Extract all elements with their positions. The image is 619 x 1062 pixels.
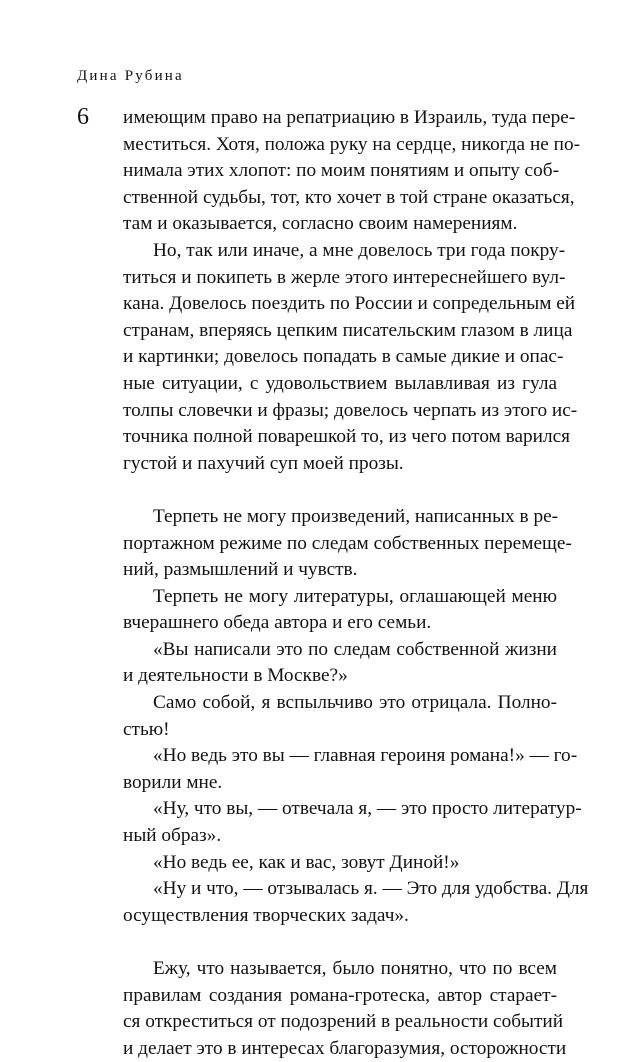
text-line: кана. Довелось поездить по России и сопредельным ей: [123, 293, 576, 315]
text-line: титься и покипеть в жерле этого интереснейшего вул-: [123, 266, 566, 288]
text-line: «Ну, что вы, — отвечала я, — это просто литератур-: [153, 798, 582, 820]
text-line: ний, размышлений и чувств.: [123, 559, 358, 581]
page-number: 6: [77, 104, 89, 130]
text-line: ворили мне.: [123, 771, 223, 793]
text-line: точника полной поварешкой то, из чего потом варился: [123, 426, 571, 448]
text-line: ный образ».: [123, 825, 222, 847]
text-line: там и оказывается, согласно своим намерениям.: [123, 213, 518, 235]
text-line: Терпеть не могу литературы, оглашающей меню: [153, 585, 557, 607]
text-line: правилам создания романа-гротеска, автор старает-: [123, 984, 557, 1006]
section-break: [123, 477, 557, 504]
text-line: странам, вперяясь цепким писательским глазом в лица: [123, 319, 573, 341]
text-line: ственной судьбы, тот, кто хочет в той стране оказаться,: [123, 186, 575, 208]
text-line: и делает это в интересах благоразумия, осторожности: [123, 1037, 567, 1059]
text-line: «Ну и что, — отзывалась я. — Это для удобства. Для: [153, 878, 589, 900]
text-line: портажном режиме по следам собственных перемеще-: [123, 532, 572, 554]
text-line: и картинки; довелось попадать в самые дикие и опас-: [123, 346, 564, 368]
text-line: Терпеть не могу произведений, написанных в ре-: [153, 505, 559, 527]
running-head: Дина Рубина: [77, 68, 184, 84]
section-break: [123, 929, 557, 956]
text-line: Само собой, я вспыльчиво это отрицала. Полно-: [153, 692, 557, 714]
text-line: имеющим право на репатриацию в Израиль, туда пере-: [123, 107, 576, 128]
text-line: и деятельности в Москве?»: [123, 665, 348, 687]
text-line: вчерашнего обеда автора и его семьи.: [123, 612, 432, 634]
text-line: «Но ведь ее, как и вас, зовут Диной!»: [153, 851, 460, 873]
text-line: ные ситуации, с удовольствием вылавливая из гула: [123, 372, 557, 394]
text-line: меститься. Хотя, положа руку на сердце, никогда не по-: [123, 133, 581, 155]
text-line: «Вы написали это по следам собственной жизни: [153, 638, 557, 660]
text-block: [123, 105, 589, 1062]
text-line: стью!: [123, 718, 170, 740]
text-line: густой и пахучий суп моей прозы.: [123, 452, 404, 474]
text-line: осуществления творческих задач».: [123, 904, 409, 926]
text-line: Но, так или иначе, а мне довелось три года покру-: [153, 239, 566, 261]
text-line: «Но ведь это вы — главная героиня романа!» — го-: [153, 745, 578, 767]
text-line: толпы словечки и фразы; довелось черпать из этого ис-: [123, 399, 578, 421]
text-line: ся откреститься от подозрений в реальности событий: [123, 1011, 564, 1033]
text-line: нимала этих хлопот: по моим понятиям и опыту соб-: [123, 160, 559, 182]
text-line: Ежу, что называется, было понятно, что по всем: [153, 958, 557, 979]
